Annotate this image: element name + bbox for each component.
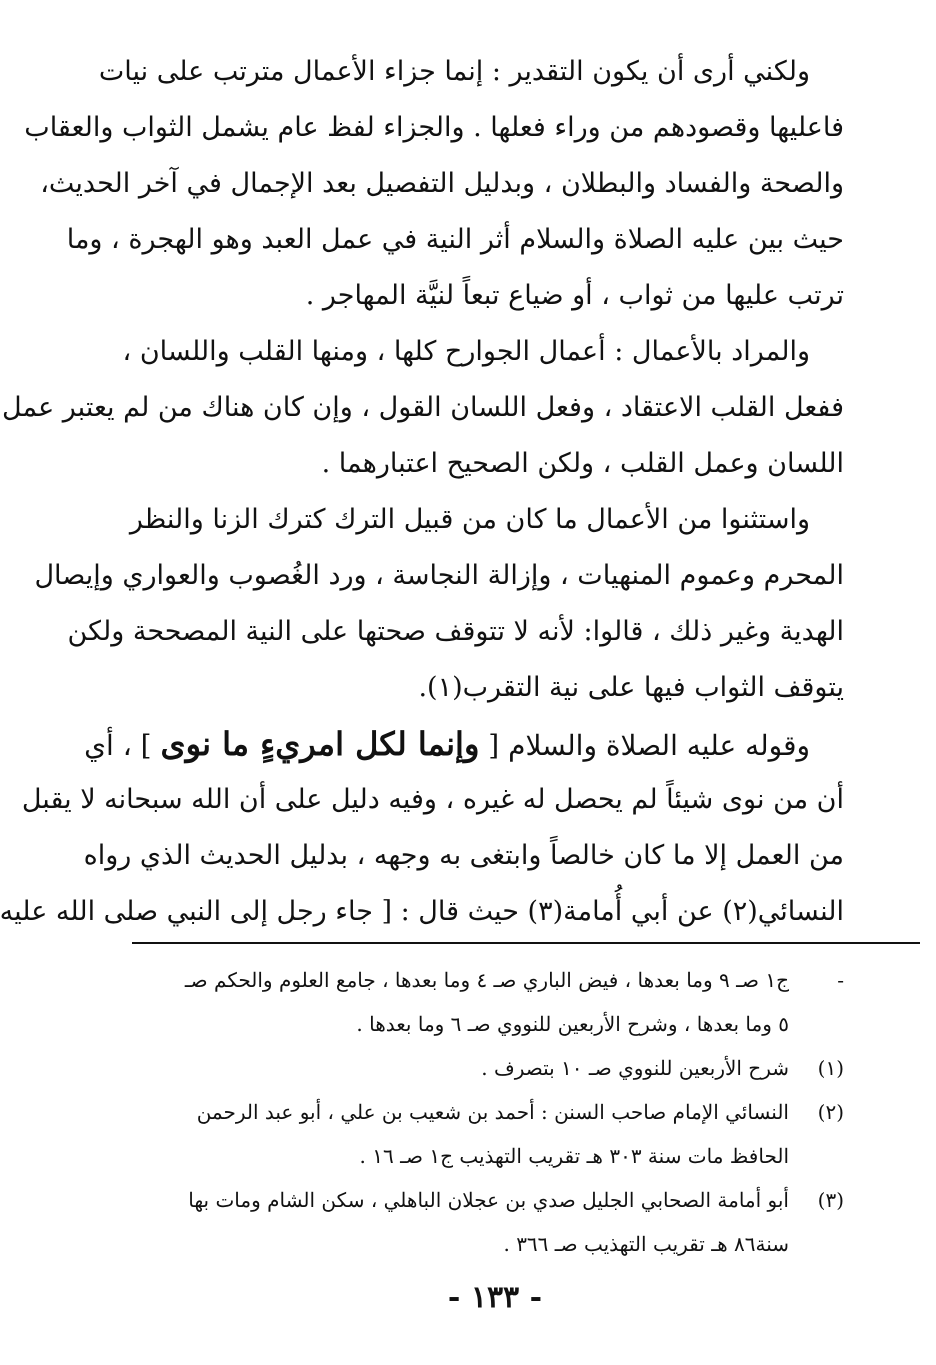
hadith-line	[84, 716, 844, 772]
footnote-text: النسائي الإمام صاحب السنن : أحمد بن شعيب بن علي ، أبو عبد الرحمن	[196, 1100, 789, 1124]
main-text	[0, 44, 844, 940]
footnote-marker: (١)	[817, 1056, 844, 1080]
text-line: والمراد بالأعمال : أعمال الجوارح كلها ، ومنها القلب واللسان ،	[122, 336, 810, 367]
footnote-separator	[132, 942, 920, 944]
footnote-item	[110, 1178, 844, 1266]
text-line: واستثنوا من الأعمال ما كان من قبيل الترك كترك الزنا والنظر	[129, 504, 810, 535]
footnote-marker: (٣)	[817, 1188, 844, 1212]
text-line: المحرم وعموم المنهيات ، وإزالة النجاسة ، ورد الغُصوب والعواري وإيصال	[34, 560, 844, 591]
footnote-marker: -	[837, 968, 844, 992]
text-line: والصحة والفساد والبطلان ، وبدليل التفصيل بعد الإجمال في آخر الحديث،	[40, 168, 844, 199]
text-line: ففعل القلب الاعتقاد ، وفعل اللسان القول ، وإن كان هناك من لم يعتبر عمل	[2, 392, 844, 423]
footnote-item	[110, 958, 844, 1046]
hadith-intro: وقوله عليه الصلاة والسلام [	[488, 729, 810, 762]
footnote-marker: (٢)	[817, 1100, 844, 1124]
text-line: النسائي(٢) عن أبي أُمامة(٣) حيث قال : [ جاء رجل إلى النبي صلى الله عليه	[0, 896, 844, 927]
text-line: ترتب عليها من ثواب ، أو ضياع تبعاً لنيَّة المهاجر .	[305, 280, 844, 311]
text-line: أن من نوى شيئاً لم يحصل له غيره ، وفيه دليل على أن الله سبحانه لا يقبل	[21, 784, 844, 815]
footnotes	[110, 958, 844, 1266]
footnote-text: ج١ صـ ٩ وما بعدها ، فيض الباري صـ ٤ وما بعدها ، جامع العلوم والحكم صـ	[184, 968, 789, 992]
text-line: فاعليها وقصودهم من وراء فعلها . والجزاء لفظ عام يشمل الثواب والعقاب	[24, 112, 844, 143]
text-line: يتوقف الثواب فيها على نية التقرب(١).	[418, 672, 844, 703]
footnote-text: أبو أمامة الصحابي الجليل صدي بن عجلان الباهلي ، سكن الشام ومات بها	[188, 1188, 789, 1212]
hadith-quote: وإنما لكل امريءٍ ما نوى	[160, 725, 480, 763]
footnote-text: الحافظ مات سنة ٣٠٣ هـ تقريب التهذيب ج١ صـ ١٦ .	[359, 1144, 789, 1168]
text-line: اللسان وعمل القلب ، ولكن الصحيح اعتبارهما .	[321, 448, 844, 479]
text-line: من العمل إلا ما كان خالصاً وابتغى به وجهه ، بدليل الحديث الذي رواه	[83, 840, 844, 871]
hadith-after: ] ، أي	[84, 729, 152, 762]
text-line: ولكني أرى أن يكون التقدير : إنما جزاء الأعمال مترتب على نيات	[98, 56, 810, 87]
footnote-text: شرح الأربعين للنووي صـ ١٠ بتصرف .	[481, 1056, 789, 1080]
footnote-text: ٥ وما بعدها ، وشرح الأربعين للنووي صـ ٦ وما بعدها .	[356, 1012, 789, 1036]
footnote-item	[110, 1090, 844, 1178]
text-line: حيث بين عليه الصلاة والسلام أثر النية في عمل العبد وهو الهجرة ، وما	[66, 224, 844, 255]
text-line: الهدية وغير ذلك ، قالوا: لأنه لا تتوقف صحتها على النية المصححة ولكن	[67, 616, 844, 647]
footnote-text: سنة٨٦ هـ تقريب التهذيب صـ ٣٦٦ .	[503, 1232, 789, 1256]
page-number: - ١٣٣ -	[447, 1280, 543, 1315]
footnote-item	[110, 1046, 844, 1090]
